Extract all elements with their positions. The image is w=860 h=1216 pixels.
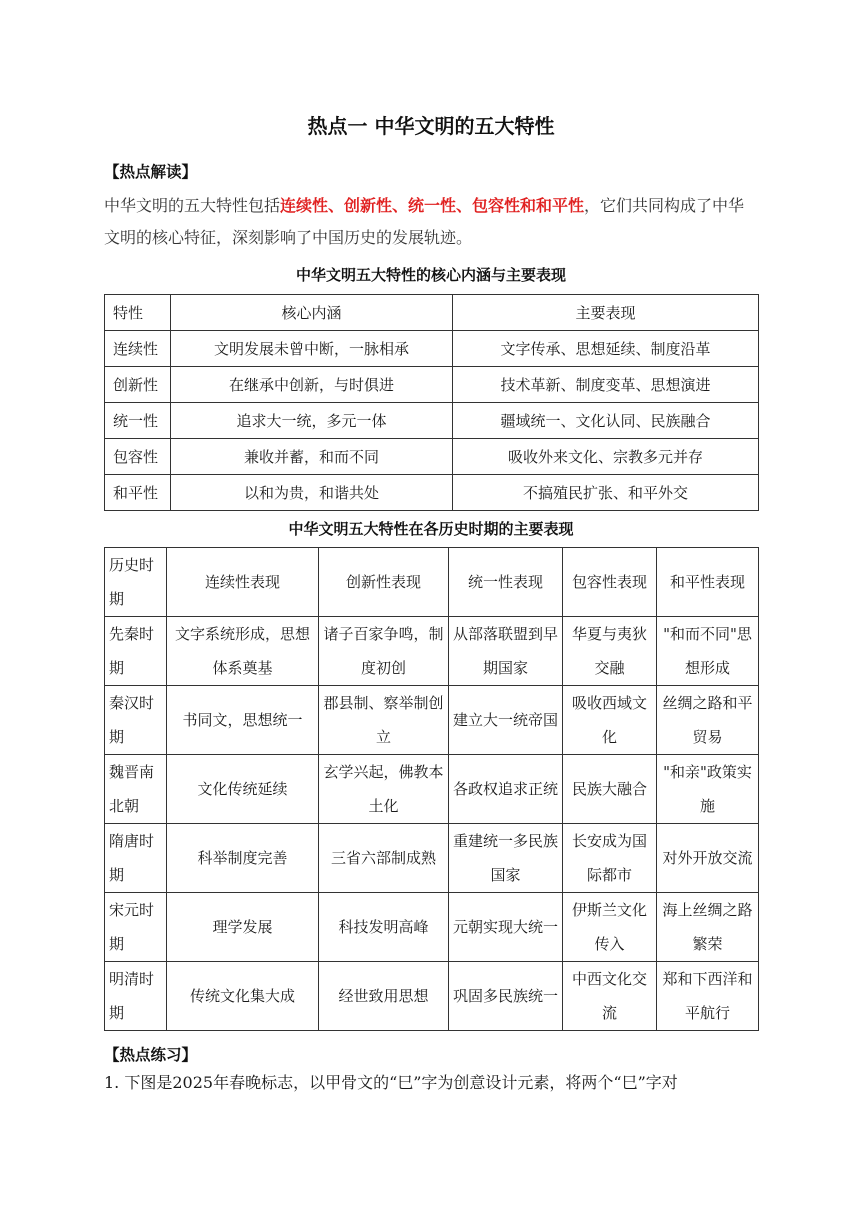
table-header-row xyxy=(105,295,759,331)
table-cell: 各政权追求正统 xyxy=(449,755,563,824)
table-cell: 吸收外来文化、宗教多元并存 xyxy=(453,439,759,475)
table-header-cell: 创新性表现 xyxy=(319,548,449,617)
periods-table xyxy=(104,547,759,1031)
table-cell: 重建统一多民族国家 xyxy=(449,824,563,893)
table2-caption: 中华文明五大特性在各历史时期的主要表现 xyxy=(288,520,574,538)
table-cell: 不搞殖民扩张、和平外交 xyxy=(453,475,759,511)
table-cell: 文明发展未曾中断，一脉相承 xyxy=(171,331,453,367)
table-cell: 理学发展 xyxy=(167,893,319,962)
table-row xyxy=(105,962,759,1031)
table-cell: 玄学兴起，佛教本土化 xyxy=(319,755,449,824)
table-header-cell: 统一性表现 xyxy=(449,548,563,617)
table-cell: 郡县制、察举制创立 xyxy=(319,686,449,755)
table-cell: 追求大一统，多元一体 xyxy=(171,403,453,439)
table-cell: 巩固多民族统一 xyxy=(449,962,563,1031)
table-cell: 华夏与夷狄交融 xyxy=(563,617,657,686)
table-header-cell: 包容性表现 xyxy=(563,548,657,617)
table-cell: 明清时期 xyxy=(105,962,167,1031)
table-header-row xyxy=(105,548,759,617)
table-cell: 文字传承、思想延续、制度沿革 xyxy=(453,331,759,367)
table-cell: 吸收西域文化 xyxy=(563,686,657,755)
page-title: 热点一 中华文明的五大特性 xyxy=(307,114,555,138)
table-cell: 在继承中创新，与时俱进 xyxy=(171,367,453,403)
table-header-cell: 核心内涵 xyxy=(171,295,453,331)
table-cell: "和亲"政策实施 xyxy=(657,755,759,824)
table-row xyxy=(105,475,759,511)
table-row xyxy=(105,824,759,893)
table-header-cell: 特性 xyxy=(105,295,171,331)
table-cell: 创新性 xyxy=(105,367,171,403)
table-row xyxy=(105,686,759,755)
table1-caption: 中华文明五大特性的核心内涵与主要表现 xyxy=(295,266,566,284)
table-header-cell: 历史时期 xyxy=(105,548,167,617)
table-cell: 中西文化交流 xyxy=(563,962,657,1031)
table-cell: 和平性 xyxy=(105,475,171,511)
intro-paragraph xyxy=(104,190,758,254)
table-cell: 传统文化集大成 xyxy=(167,962,319,1031)
table-cell: 郑和下西洋和平航行 xyxy=(657,962,759,1031)
table-cell: 科技发明高峰 xyxy=(319,893,449,962)
intro-highlight: 连续性、创新性、统一性、包容性和和平性 xyxy=(280,196,585,215)
table-row xyxy=(105,367,759,403)
table-cell: 文字系统形成，思想体系奠基 xyxy=(167,617,319,686)
table-header-cell: 连续性表现 xyxy=(167,548,319,617)
table-header-cell: 和平性表现 xyxy=(657,548,759,617)
table-row xyxy=(105,755,759,824)
table-row xyxy=(105,617,759,686)
table-cell: 兼收并蓄，和而不同 xyxy=(171,439,453,475)
table-cell: 长安成为国际都市 xyxy=(563,824,657,893)
table-cell: 魏晋南北朝 xyxy=(105,755,167,824)
table-cell: 疆域统一、文化认同、民族融合 xyxy=(453,403,759,439)
table-row xyxy=(105,331,759,367)
table-cell: 隋唐时期 xyxy=(105,824,167,893)
table-cell: 经世致用思想 xyxy=(319,962,449,1031)
question-1: 1. 下图是2025年春晚标志，以甲骨文的“巳”字为创意设计元素，将两个“巳”字对 xyxy=(104,1073,678,1092)
intro-text-before: 中华文明的五大特性包括 xyxy=(104,196,281,215)
table-cell: 连续性 xyxy=(105,331,171,367)
table-cell: 宋元时期 xyxy=(105,893,167,962)
practice-heading: 【热点练习】 xyxy=(104,1046,198,1064)
table-cell: 海上丝绸之路繁荣 xyxy=(657,893,759,962)
table-cell: 从部落联盟到早期国家 xyxy=(449,617,563,686)
table-cell: 书同文，思想统一 xyxy=(167,686,319,755)
table-cell: 民族大融合 xyxy=(563,755,657,824)
table-cell: 丝绸之路和平贸易 xyxy=(657,686,759,755)
intro-text-after: ，它们共同构成了中华文明的核心特征，深刻影响了中国历史的发展轨迹。 xyxy=(104,196,745,247)
table-header-cell: 主要表现 xyxy=(453,295,759,331)
table-cell: 科举制度完善 xyxy=(167,824,319,893)
table-row xyxy=(105,403,759,439)
table-cell: 文化传统延续 xyxy=(167,755,319,824)
table-cell: 伊斯兰文化传入 xyxy=(563,893,657,962)
table-cell: 秦汉时期 xyxy=(105,686,167,755)
table-cell: 三省六部制成熟 xyxy=(319,824,449,893)
table-cell: 以和为贵，和谐共处 xyxy=(171,475,453,511)
table-cell: 包容性 xyxy=(105,439,171,475)
table-cell: 先秦时期 xyxy=(105,617,167,686)
intro-heading: 【热点解读】 xyxy=(104,163,198,181)
table-cell: 诸子百家争鸣，制度初创 xyxy=(319,617,449,686)
table-row xyxy=(105,893,759,962)
table-row xyxy=(105,439,759,475)
table-cell: 技术革新、制度变革、思想演进 xyxy=(453,367,759,403)
table-cell: "和而不同"思想形成 xyxy=(657,617,759,686)
table-cell: 建立大一统帝国 xyxy=(449,686,563,755)
table-cell: 对外开放交流 xyxy=(657,824,759,893)
traits-table xyxy=(104,294,759,511)
table-cell: 统一性 xyxy=(105,403,171,439)
table-cell: 元朝实现大统一 xyxy=(449,893,563,962)
